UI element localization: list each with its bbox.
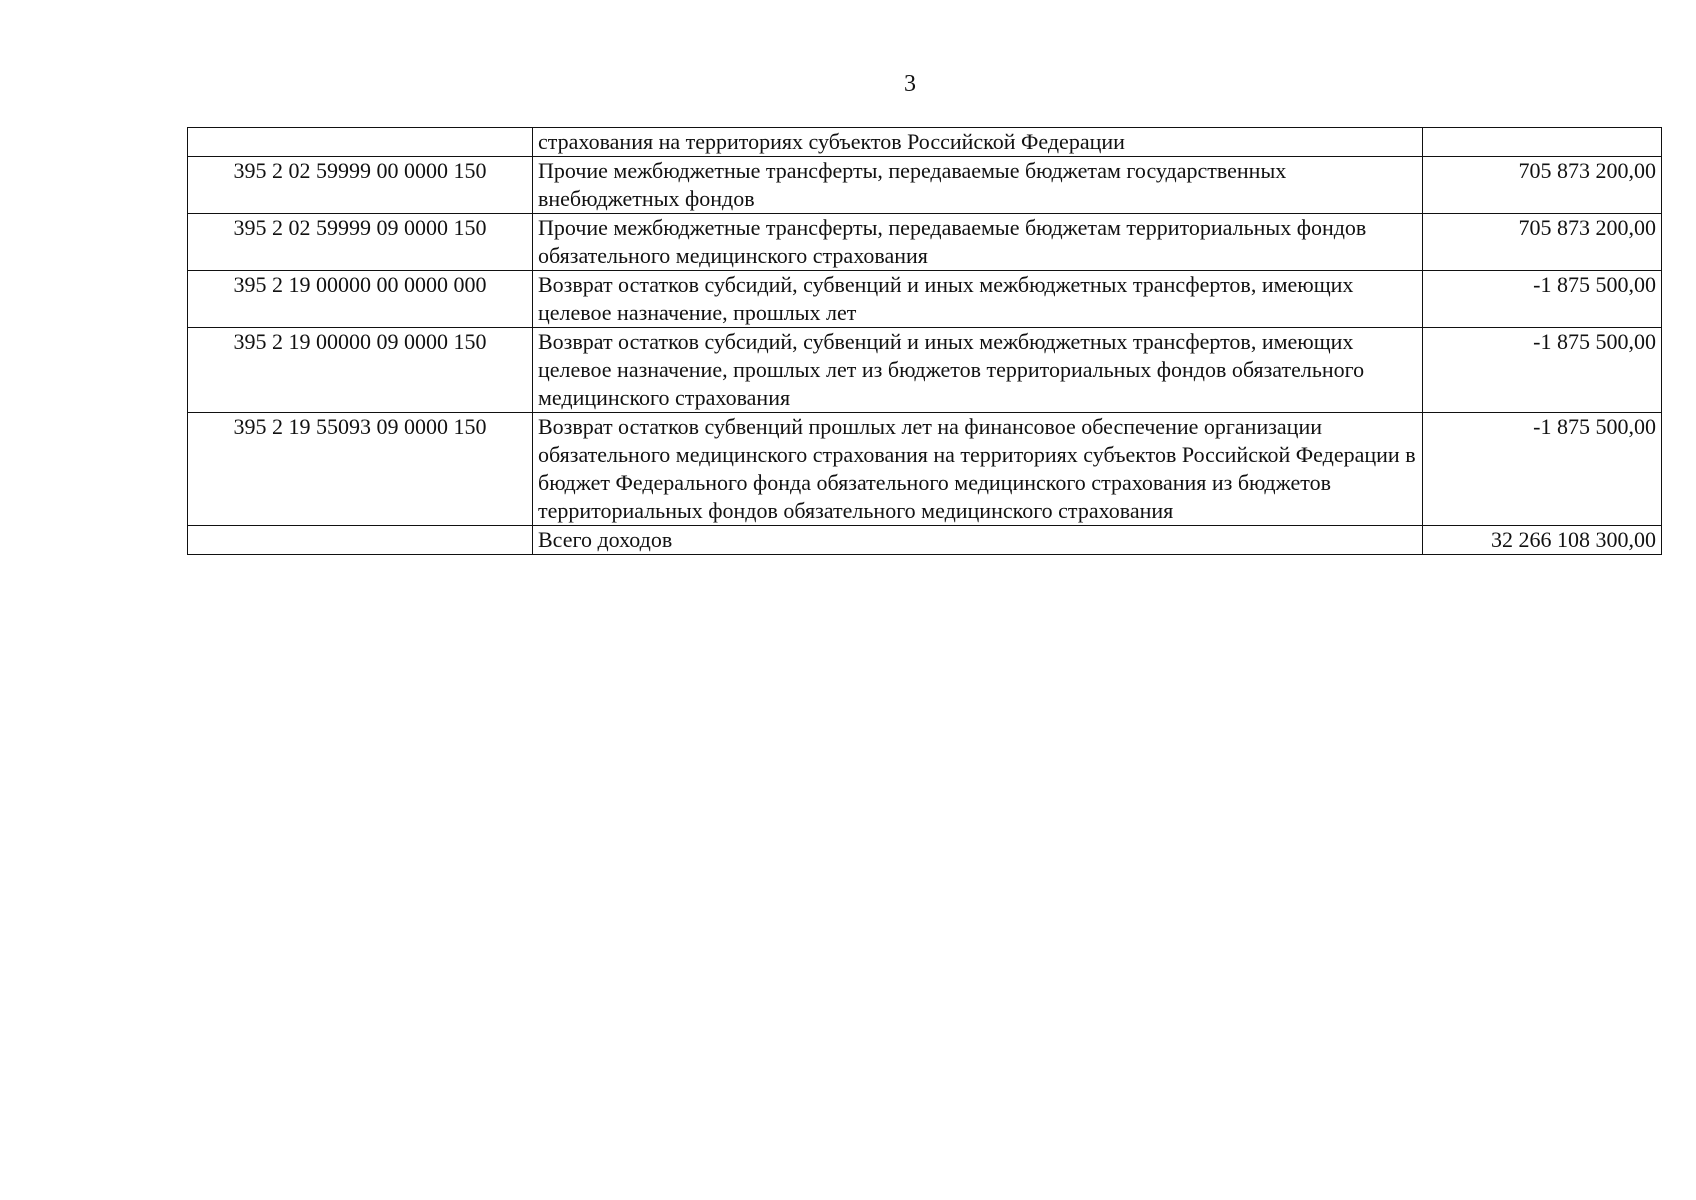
table-row: [188, 157, 1662, 214]
revenue-name-cell: страхования на территориях субъектов Российской Федерации: [533, 128, 1423, 157]
amount-cell: 705 873 200,00: [1423, 157, 1662, 214]
table-row: [188, 271, 1662, 328]
revenue-name-cell: Прочие межбюджетные трансферты, передаваемые бюджетам территориальных фондов обязательного медицинского страхования: [533, 214, 1423, 271]
amount-cell: -1 875 500,00: [1423, 271, 1662, 328]
revenue-name-cell: Возврат остатков субсидий, субвенций и иных межбюджетных трансфертов, имеющих целевое назначение, прошлых лет: [533, 271, 1423, 328]
amount-cell: [1423, 128, 1662, 157]
revenue-name-cell: Возврат остатков субсидий, субвенций и иных межбюджетных трансфертов, имеющих целевое назначение, прошлых лет из бюджетов территориальных фондов обязательного медицинского страхования: [533, 328, 1423, 413]
table-row: [188, 214, 1662, 271]
budget-code-cell: [188, 526, 533, 555]
amount-cell: 705 873 200,00: [1423, 214, 1662, 271]
budget-code-cell: 395 2 02 59999 09 0000 150: [188, 214, 533, 271]
total-row: [188, 526, 1662, 555]
amount-cell: -1 875 500,00: [1423, 328, 1662, 413]
budget-code-cell: 395 2 19 00000 00 0000 000: [188, 271, 533, 328]
revenue-name-cell: Возврат остатков субвенций прошлых лет на финансовое обеспечение организации обязательного медицинского страхования на территориях субъектов Российской Федерации в бюджет Федерального фонда обязательного медицинского страхования из бюджетов территориальных фондов обязательного медицинского страхования: [533, 413, 1423, 526]
budget-code-cell: 395 2 19 55093 09 0000 150: [188, 413, 533, 526]
table-row: [188, 413, 1662, 526]
amount-cell: -1 875 500,00: [1423, 413, 1662, 526]
total-label-cell: Всего доходов: [533, 526, 1423, 555]
table-row: [188, 328, 1662, 413]
budget-code-cell: 395 2 02 59999 00 0000 150: [188, 157, 533, 214]
revenue-table: [187, 127, 1662, 555]
page-number: 3: [904, 71, 916, 97]
budget-code-cell: 395 2 19 00000 09 0000 150: [188, 328, 533, 413]
budget-code-cell: [188, 128, 533, 157]
table-row: [188, 128, 1662, 157]
revenue-name-cell: Прочие межбюджетные трансферты, передаваемые бюджетам государственных внебюджетных фондов: [533, 157, 1423, 214]
total-amount-cell: 32 266 108 300,00: [1423, 526, 1662, 555]
